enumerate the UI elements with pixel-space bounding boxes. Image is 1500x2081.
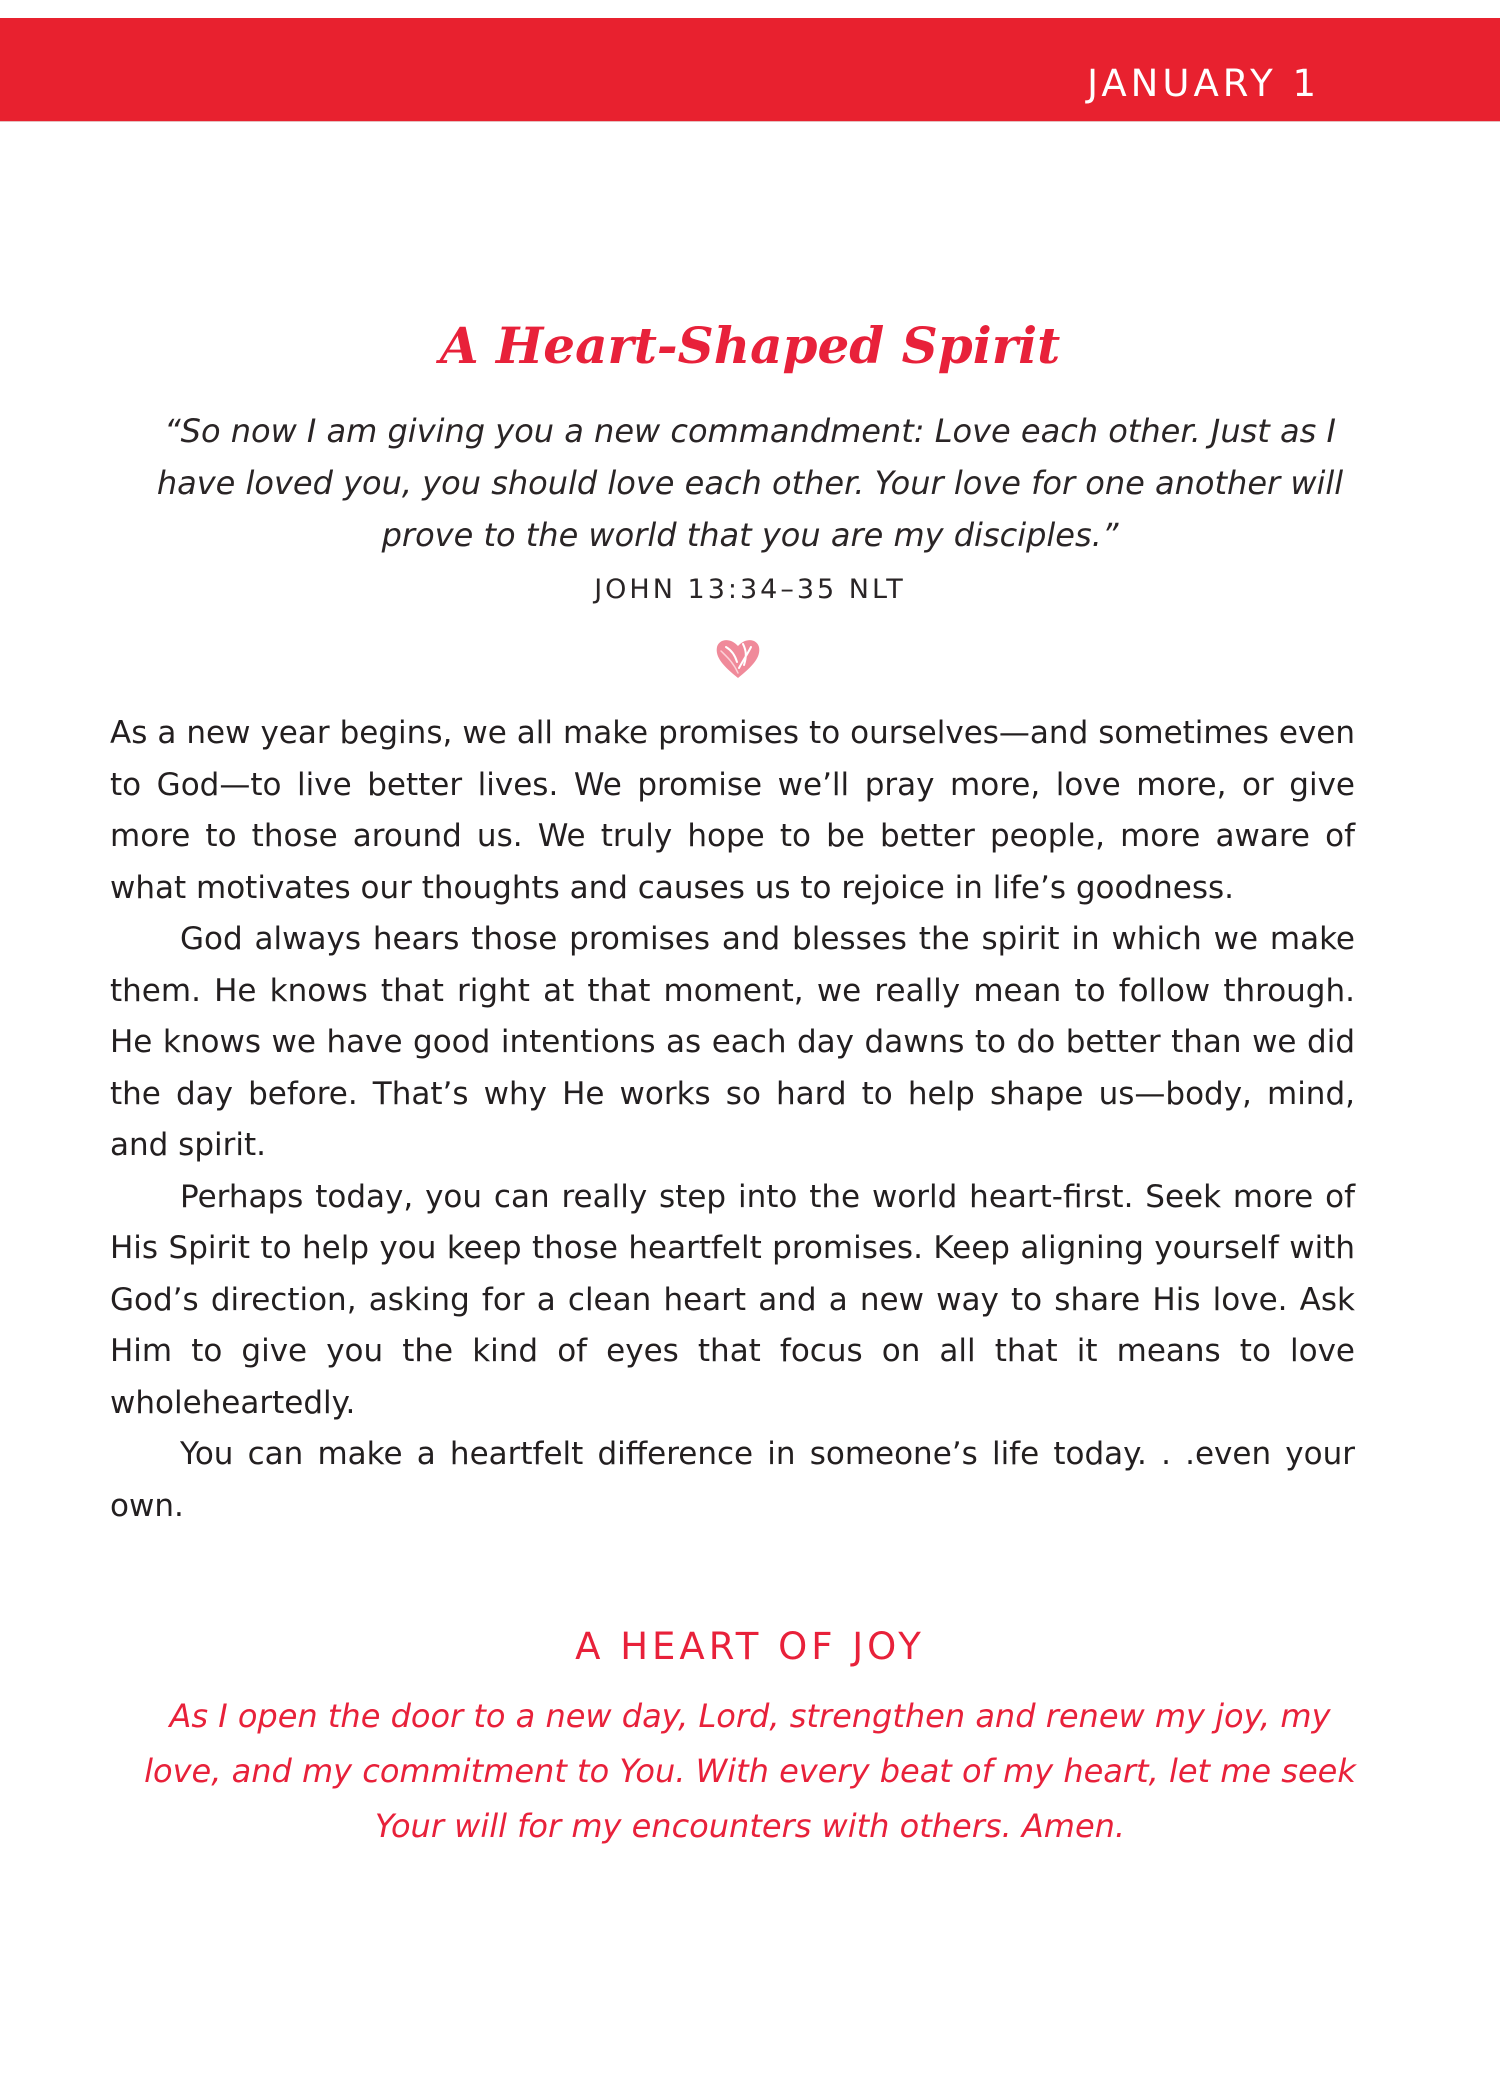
body-paragraph: God always hears those promises and blesses the spirit in which we make them. He knows that right at that moment, we really mean to follow through. He knows we have good intentions as each day dawns to do better than we did the day before. That’s why He works so hard to help shape us—body, mind, and spirit. (110, 921, 1355, 1163)
body-paragraph: You can make a heartfelt difference in someone’s life today. . .even your own. (110, 1436, 1355, 1524)
date-banner (0, 18, 1500, 121)
date-label: JANUARY 1 (1087, 62, 1320, 105)
scripture-reference: JOHN 13:34–35 NLT (594, 574, 906, 605)
devotion-title: A Heart-Shaped Spirit (439, 316, 1061, 375)
body-paragraph: Perhaps today, you can really step into the world heart-first. Seek more of His Spirit to help you keep those heartfelt promises. Keep aligning yourself with God’s direction, asking for a clean heart and a new way to share His love. Ask Him to give you the kind of eyes that focus on all that it means to love wholeheartedly. (110, 1178, 1355, 1421)
devotion-body (110, 708, 1355, 1532)
prayer-heading: A HEART OF JOY (575, 1625, 925, 1668)
prayer-text: As I open the door to a new day, Lord, strengthen and renew my joy, my love, and my commitment to You. With every beat of my heart, let me seek Your will for my encounters with others. Amen. (144, 1697, 1356, 1845)
heart-icon (713, 635, 763, 681)
scripture-quote: “So now I am giving you a new commandment: Love each other. Just as I have loved you, you should love each other. Your love for one another will prove to the world that you are my disciples.” (156, 412, 1344, 554)
body-paragraph: As a new year begins, we all make promises to ourselves—and sometimes even to God—to live better lives. We promise we’ll pray more, love more, or give more to those around us. We truly hope to be better people, more aware of what motivates our thoughts and causes us to rejoice in life’s goodness. (110, 715, 1355, 906)
